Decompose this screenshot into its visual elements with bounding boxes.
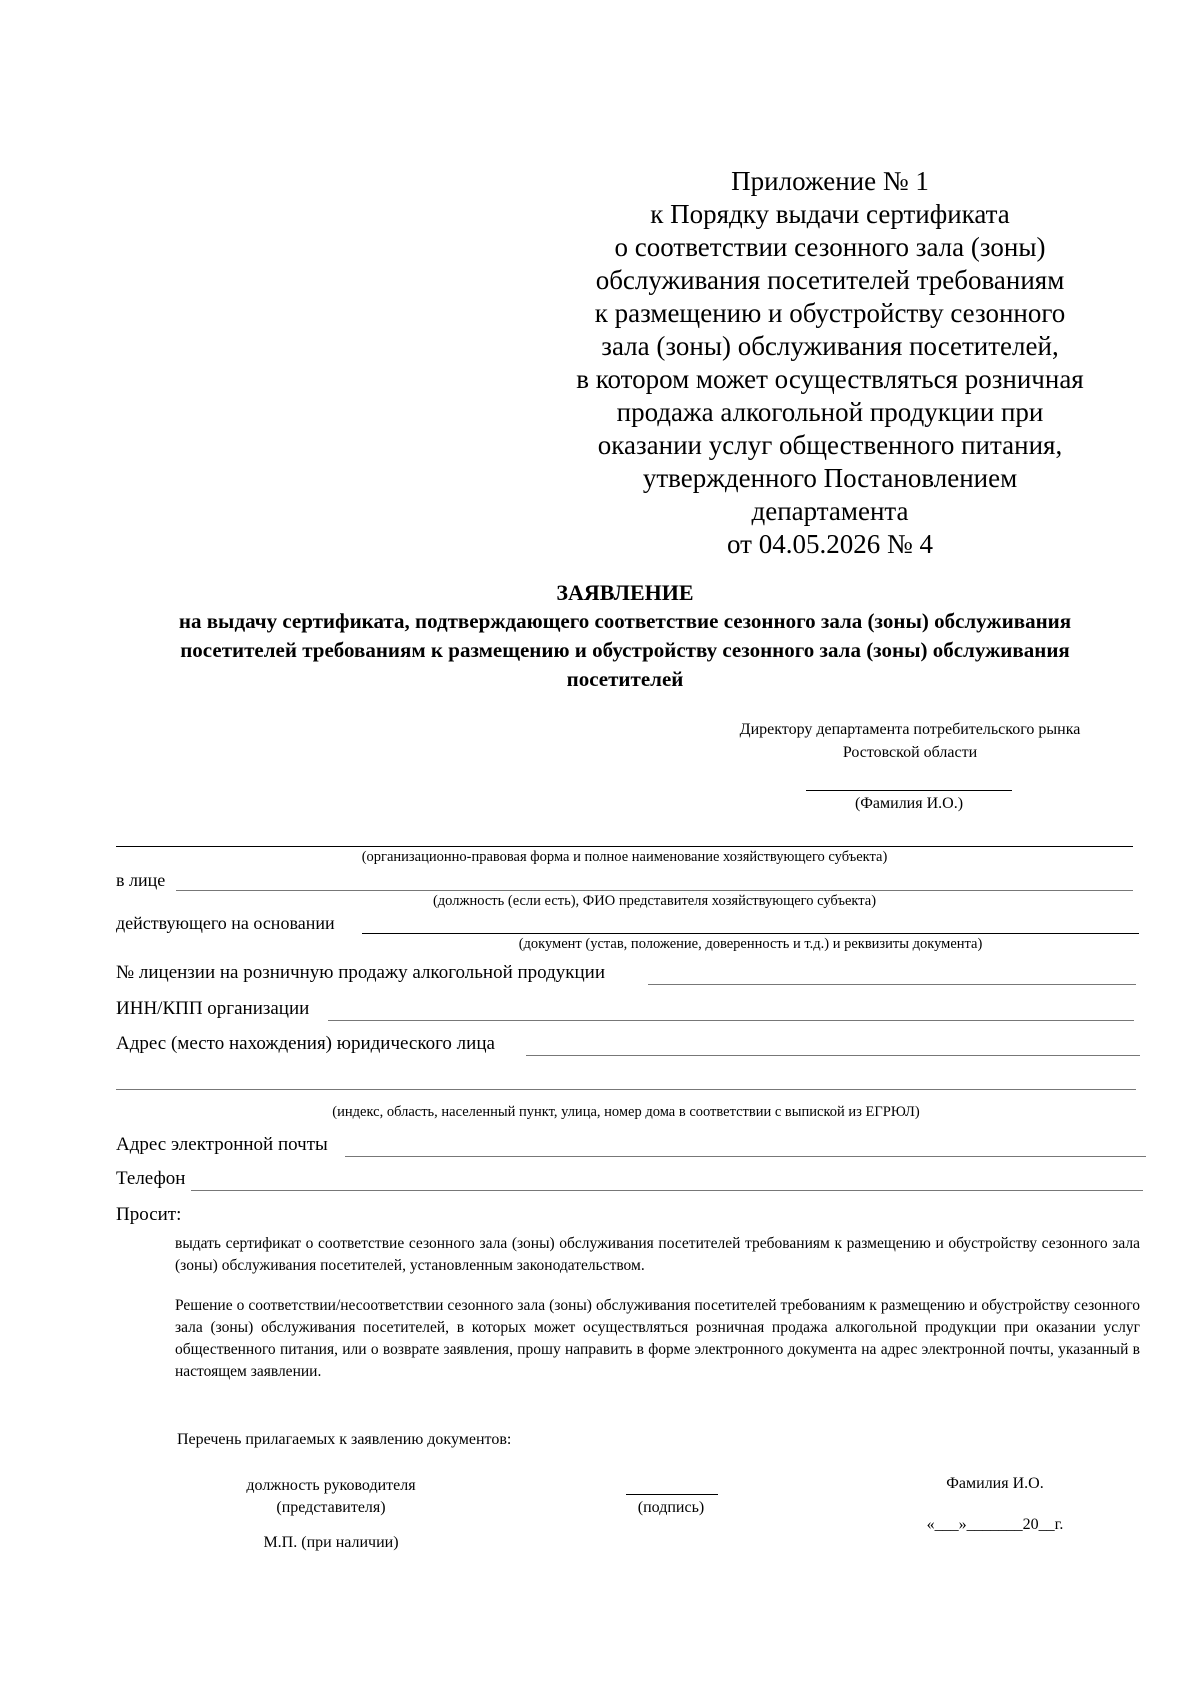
person-field[interactable]	[176, 890, 1133, 891]
position-label-2: (представителя)	[276, 1499, 386, 1516]
addressee-line: Директору департамента потребительского рынка	[739, 721, 1081, 738]
date-field[interactable]: «___»_______20__г.	[926, 1516, 1064, 1533]
annex-line: к размещению и обустройству сезонного	[594, 298, 1066, 328]
address-caption: (индекс, область, населенный пункт, улица, номер дома в соответствии с выпиской из ЕГРЮЛ)	[332, 1104, 920, 1120]
position-label: должность руководителя	[246, 1477, 416, 1494]
annex-line: продажа алкогольной продукции при	[616, 397, 1044, 427]
signature-field[interactable]	[626, 1494, 718, 1495]
address-field[interactable]	[526, 1055, 1140, 1056]
annex-line: департамента	[751, 496, 909, 526]
request-paragraph-1: выдать сертификат о соответствие сезонного зала (зоны) обслуживания посетителей требованиям к размещению и обустройству сезонного зала (зоны) обслуживания посетителей, установленным законодательством.	[175, 1235, 1140, 1274]
annex-line: о соответствии сезонного зала (зоны)	[614, 232, 1046, 262]
addressee-name-caption: (Фамилия И.О.)	[854, 795, 964, 812]
title-main: ЗАЯВЛЕНИЕ	[556, 580, 694, 605]
annex-line: от 04.05.2026 № 4	[727, 529, 933, 559]
stamp-label: М.П. (при наличии)	[263, 1534, 399, 1551]
annex-line: утвержденного Постановлением	[642, 463, 1018, 493]
annex-line: к Порядку выдачи сертификата	[650, 199, 1010, 229]
signature-caption: (подпись)	[637, 1499, 705, 1516]
basis-field[interactable]	[362, 933, 1139, 934]
phone-field[interactable]	[191, 1190, 1143, 1191]
title-line: посетителей требованиям к размещению и обустройству сезонного зала (зоны) обслуживания	[180, 638, 1070, 662]
document-title	[110, 578, 1140, 694]
request-label: Просит:	[116, 1204, 182, 1225]
license-field[interactable]	[648, 984, 1136, 985]
attachments-label: Перечень прилагаемых к заявлению документов:	[177, 1431, 512, 1448]
person-caption: (должность (если есть), ФИО представителя хозяйствующего субъекта)	[432, 893, 877, 909]
request-paragraph-2: Решение о соответствии/несоответствии сезонного зала (зоны) обслуживания посетителей требованиям к размещению и обустройству сезонного зала (зоны) обслуживания посетителей, в которых может осуществляться розничная продажа алкогольной продукции при оказании услуг общественного питания, или о возврате заявления, прошу направить в форме электронного документа на адрес электронной почты, указанный в настоящем заявлении.	[175, 1297, 1140, 1380]
addressee-line: Ростовской области	[842, 744, 978, 761]
phone-label: Телефон	[116, 1168, 186, 1189]
org-name-field[interactable]	[116, 846, 1133, 847]
annex-line: оказании услуг общественного питания,	[597, 430, 1063, 460]
annex-line: Приложение № 1	[731, 166, 929, 196]
addressee-name-field[interactable]	[806, 790, 1012, 791]
annex-line: обслуживания посетителей требованиям	[595, 265, 1065, 295]
address-label: Адрес (место нахождения) юридического лица	[116, 1033, 495, 1054]
addressee-block	[700, 718, 1120, 764]
email-field[interactable]	[345, 1156, 1146, 1157]
address-field-2[interactable]	[116, 1089, 1136, 1090]
email-label: Адрес электронной почты	[116, 1134, 328, 1155]
person-label: в лице	[116, 870, 166, 890]
title-line: на выдачу сертификата, подтверждающего соответствие сезонного зала (зоны) обслуживания	[178, 609, 1072, 633]
annex-line: зала (зоны) обслуживания посетителей,	[601, 331, 1059, 361]
signer-name: Фамилия И.О.	[946, 1475, 1044, 1492]
basis-label: действующего на основании	[116, 913, 335, 933]
basis-caption: (документ (устав, положение, доверенность и т.д.) и реквизиты документа)	[518, 936, 983, 952]
license-label: № лицензии на розничную продажу алкогольной продукции	[116, 962, 606, 983]
annex-header	[560, 165, 1100, 561]
title-line: посетителей	[566, 667, 684, 691]
org-name-caption: (организационно-правовая форма и полное наименование хозяйствующего субъекта)	[361, 849, 888, 865]
inn-label: ИНН/КПП организации	[116, 998, 310, 1019]
annex-line: в котором может осуществляться розничная	[576, 364, 1084, 394]
inn-field[interactable]	[328, 1020, 1134, 1021]
